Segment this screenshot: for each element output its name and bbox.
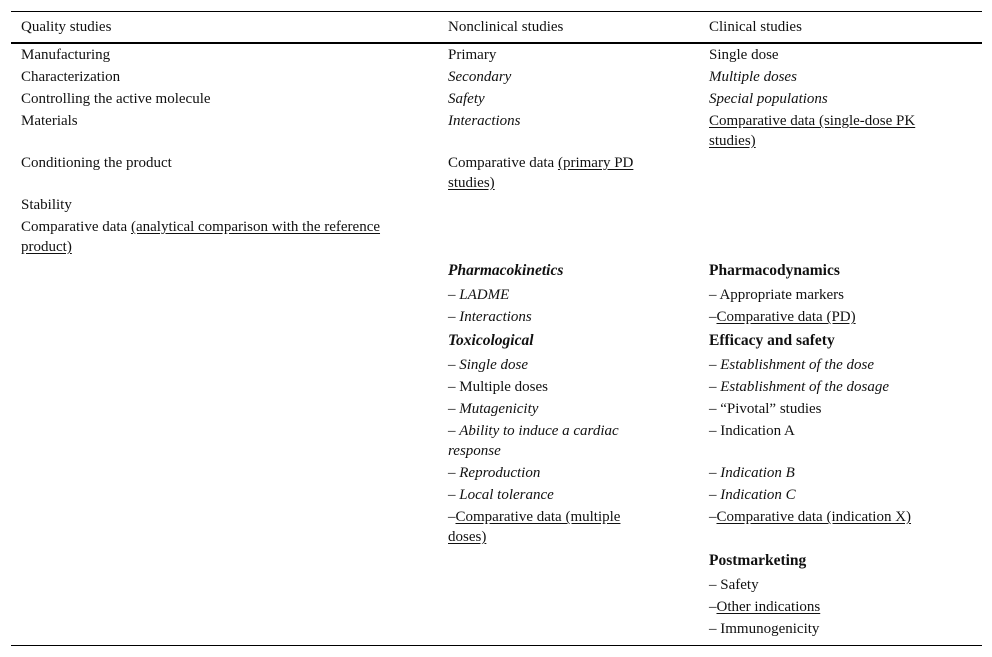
dash: –	[709, 487, 717, 503]
dash: –	[709, 357, 717, 373]
dash: –	[709, 287, 717, 303]
clinical-special-populations: Special populations	[709, 91, 828, 107]
nonclinical-secondary: Secondary	[448, 69, 512, 85]
top-rule	[11, 11, 982, 12]
clinical-pm-heading: Postmarketing	[709, 552, 807, 569]
tox-reproduction-text: Reproduction	[459, 465, 541, 481]
clinical-pd-heading: Pharmacodynamics	[709, 262, 840, 279]
dash: –	[709, 621, 717, 637]
nonclinical-tox-mutagenicity	[448, 399, 538, 419]
tox-comparative-text: Comparative data (multiple	[455, 509, 621, 525]
eff-comparative-text: Comparative data (indication X)	[716, 509, 912, 525]
quality-materials: Materials	[21, 113, 78, 129]
nonclinical-tox-comparative	[448, 507, 620, 527]
pk-interactions-text: Interactions	[459, 309, 532, 325]
header-clinical: Clinical studies	[709, 19, 802, 35]
clinical-pm-other	[709, 597, 820, 617]
tox-single-text: Single dose	[459, 357, 528, 373]
nonclinical-tox-comparative-line2: doses)	[448, 529, 487, 545]
clinical-comparative-line2: studies)	[709, 133, 756, 149]
nonclinical-tox-heading: Toxicological	[448, 332, 534, 349]
header-rule	[11, 42, 982, 44]
quality-comparative-detail: (analytical comparison with the reference	[130, 219, 381, 235]
quality-comparative-prefix: Comparative data	[21, 219, 131, 235]
nonclinical-pk-interactions	[448, 307, 532, 327]
clinical-pm-safety	[709, 575, 759, 595]
quality-comparative-line2: product)	[21, 239, 72, 255]
nonclinical-tox-single	[448, 355, 528, 375]
dash: –	[448, 287, 456, 303]
quality-characterization: Characterization	[21, 69, 121, 85]
nonclinical-comparative	[448, 153, 633, 173]
clinical-eff-dose	[709, 355, 874, 375]
pm-immuno-text: Immunogenicity	[720, 621, 820, 637]
nonclinical-tox-local	[448, 485, 554, 505]
clinical-eff-dosage	[709, 377, 889, 397]
dash: –	[709, 423, 717, 439]
dash: –	[709, 599, 717, 615]
clinical-comparative: Comparative data (single-dose PK	[709, 113, 916, 129]
nonclinical-tox-multiple	[448, 377, 548, 397]
dash: –	[709, 577, 717, 593]
quality-controlling: Controlling the active molecule	[21, 91, 211, 107]
nonclinical-safety: Safety	[448, 91, 485, 107]
eff-ind-b-text: Indication B	[720, 465, 795, 481]
dash: –	[448, 487, 456, 503]
clinical-single-dose: Single dose	[709, 47, 779, 63]
eff-ind-c-text: Indication C	[720, 487, 796, 503]
tox-local-text: Local tolerance	[459, 487, 554, 503]
pd-comparative-text: Comparative data (PD)	[716, 309, 856, 325]
nonclinical-tox-cardiac	[448, 421, 619, 441]
bottom-rule	[11, 645, 982, 646]
dash: –	[448, 423, 456, 439]
clinical-eff-heading: Efficacy and safety	[709, 332, 835, 349]
eff-pivotal-text: “Pivotal” studies	[720, 401, 822, 417]
dash: –	[448, 309, 456, 325]
nonclinical-pk-heading: Pharmacokinetics	[448, 262, 564, 279]
dash: –	[709, 401, 717, 417]
eff-ind-a-text: Indication A	[720, 423, 795, 439]
eff-dose-text: Establishment of the dose	[720, 357, 874, 373]
clinical-eff-ind-c	[709, 485, 796, 505]
pm-other-text: Other indications	[716, 599, 821, 615]
nonclinical-primary: Primary	[448, 47, 497, 63]
dash: –	[709, 465, 717, 481]
nonclinical-tox-reproduction	[448, 463, 540, 483]
dash: –	[709, 309, 717, 325]
clinical-pd-comparative	[709, 307, 856, 327]
nonclinical-pk-ladme	[448, 285, 509, 305]
tox-multiple-text: Multiple doses	[459, 379, 548, 395]
tox-cardiac-text: Ability to induce a cardiac	[459, 423, 619, 439]
dash: –	[448, 401, 456, 417]
nonclinical-interactions: Interactions	[448, 113, 521, 129]
clinical-eff-ind-a	[709, 421, 795, 441]
quality-conditioning: Conditioning the product	[21, 155, 172, 171]
clinical-pm-immuno	[709, 619, 819, 639]
clinical-eff-pivotal	[709, 399, 822, 419]
dash: –	[448, 509, 456, 525]
nonclinical-tox-cardiac-line2: response	[448, 443, 501, 459]
quality-comparative	[21, 217, 380, 237]
tox-mutagenicity-text: Mutagenicity	[459, 401, 539, 417]
dash: –	[709, 379, 717, 395]
nonclinical-comparative-line2: studies)	[448, 175, 495, 191]
dash: –	[448, 379, 456, 395]
quality-stability: Stability	[21, 197, 72, 213]
pk-ladme-text: LADME	[459, 287, 510, 303]
dash: –	[448, 357, 456, 373]
nonclinical-comparative-prefix: Comparative data	[448, 155, 558, 171]
header-nonclinical: Nonclinical studies	[448, 19, 564, 35]
quality-manufacturing: Manufacturing	[21, 47, 111, 63]
eff-dosage-text: Establishment of the dosage	[720, 379, 889, 395]
pm-safety-text: Safety	[720, 577, 759, 593]
dash: –	[448, 465, 456, 481]
clinical-eff-ind-b	[709, 463, 795, 483]
nonclinical-comparative-detail: (primary PD	[557, 155, 634, 171]
pd-markers-text: Appropriate markers	[719, 287, 844, 303]
dash: –	[709, 509, 717, 525]
clinical-eff-comparative	[709, 507, 911, 527]
header-quality: Quality studies	[21, 19, 112, 35]
clinical-multiple-doses: Multiple doses	[709, 69, 797, 85]
clinical-pd-markers	[709, 285, 844, 305]
